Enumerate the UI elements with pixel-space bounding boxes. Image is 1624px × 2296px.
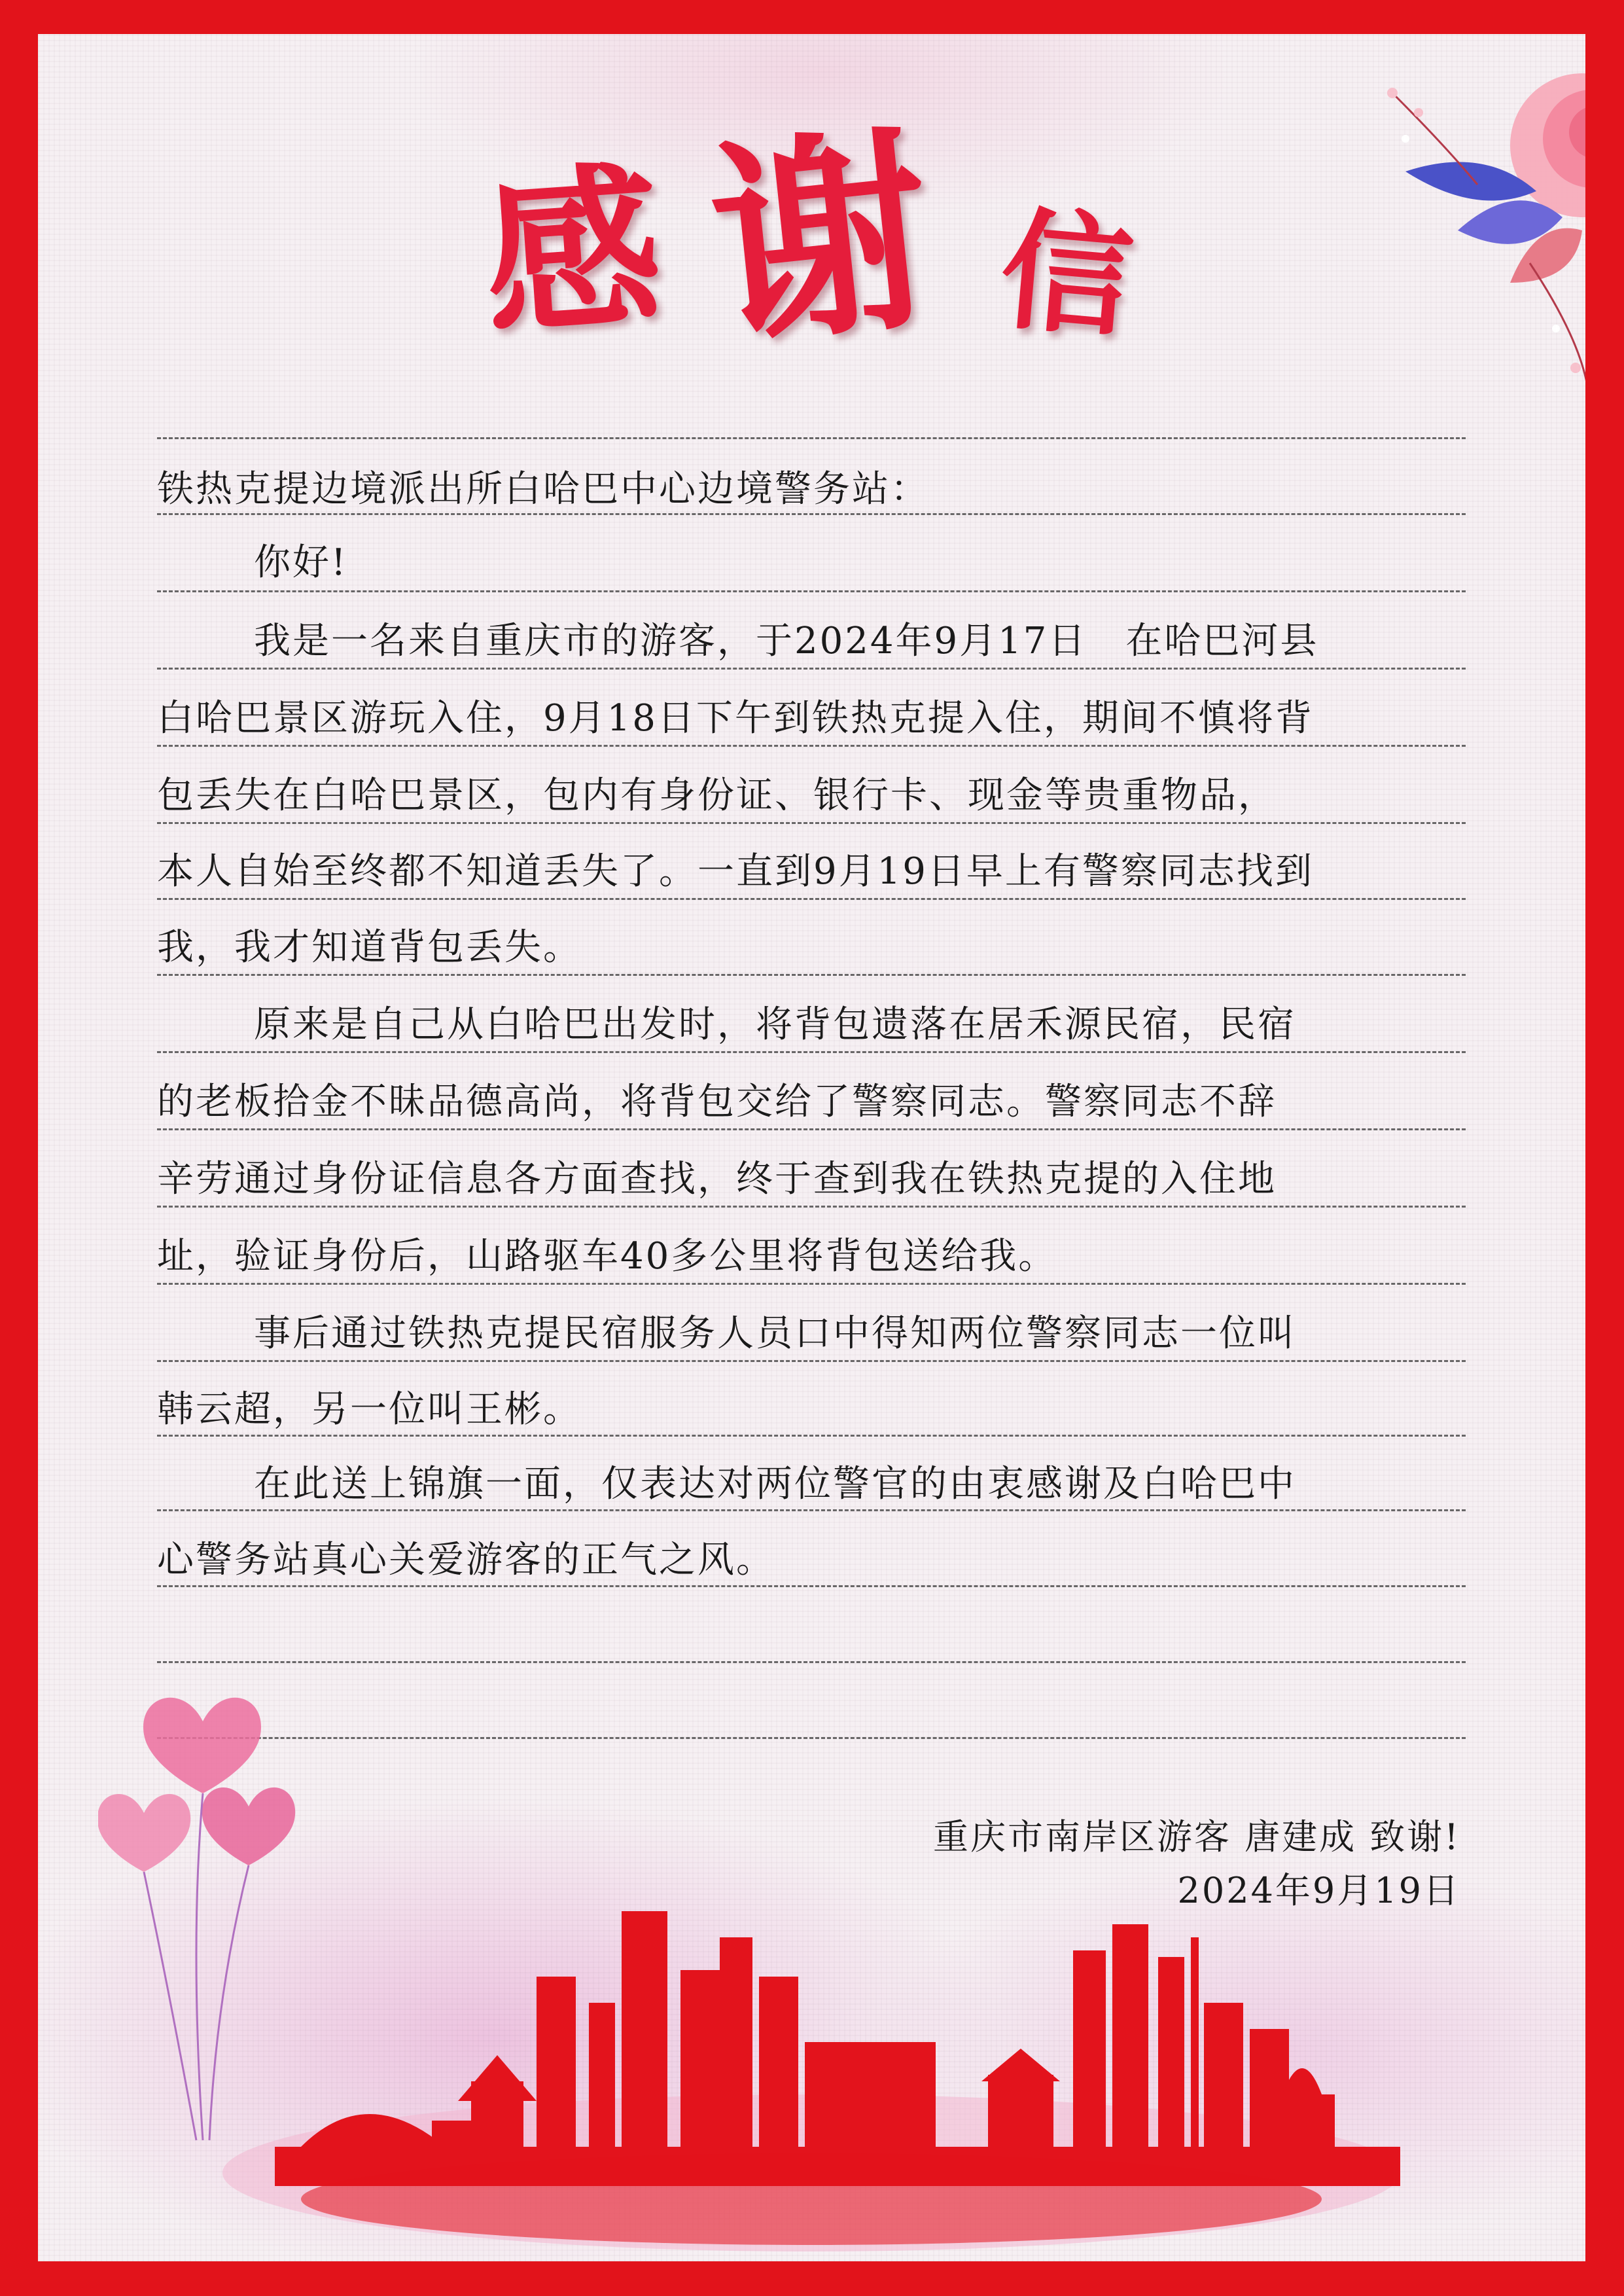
letter-line: 在此送上锦旗一面，仅表达对两位警官的由衷感谢及白哈巴中	[254, 1463, 1296, 1505]
letter-line: 事后通过铁热克提民宿服务人员口中得知两位警察同志一位叫	[254, 1312, 1296, 1355]
letter-line: 韩云超，另一位叫王彬。	[157, 1388, 582, 1431]
city-skyline-icon	[0, 1885, 1624, 2296]
greeting: 你好!	[254, 541, 348, 584]
letter-line: 心警务站真心关爱游客的正气之风。	[157, 1539, 775, 1581]
letter-line: 白哈巴景区游玩入住，9月18日下午到铁热克提入住，期间不慎将背	[157, 697, 1314, 740]
letter-line: 原来是自己从白哈巴出发时，将背包遗落在居禾源民宿，民宿	[254, 1003, 1296, 1046]
letter-line: 本人自始至终都不知道丢失了。一直到9月19日早上有警察同志找到	[157, 850, 1314, 893]
signature: 重庆市南岸区游客 唐建成 致谢!	[932, 1816, 1460, 1857]
title-char-2: 谢	[700, 101, 942, 377]
letter-line: 的老板拾金不昧品德高尚，将背包交给了警察同志。警察同志不辞	[157, 1081, 1277, 1123]
letter-line: 我，我才知道背包丢失。	[157, 926, 582, 969]
letter-line: 辛劳通过身份证信息各方面查找，终于查到我在铁热克提的入住地	[157, 1158, 1277, 1200]
title	[458, 101, 1204, 377]
date: 2024年9月19日	[1177, 1870, 1460, 1911]
letter-line: 包丢失在白哈巴景区，包内有身份证、银行卡、现金等贵重物品，	[157, 774, 1277, 817]
title-char-1: 感	[477, 141, 668, 363]
title-char-3: 信	[995, 192, 1139, 357]
letter-line: 我是一名来自重庆市的游客，于2024年9月17日 在哈巴河县	[254, 620, 1319, 662]
peony-flower-icon	[1366, 67, 1585, 407]
addressee: 铁热克提边境派出所白哈巴中心边境警务站：	[157, 468, 929, 511]
letter-line: 址，验证身份后，山路驱车40多公里将背包送给我。	[157, 1235, 1057, 1278]
